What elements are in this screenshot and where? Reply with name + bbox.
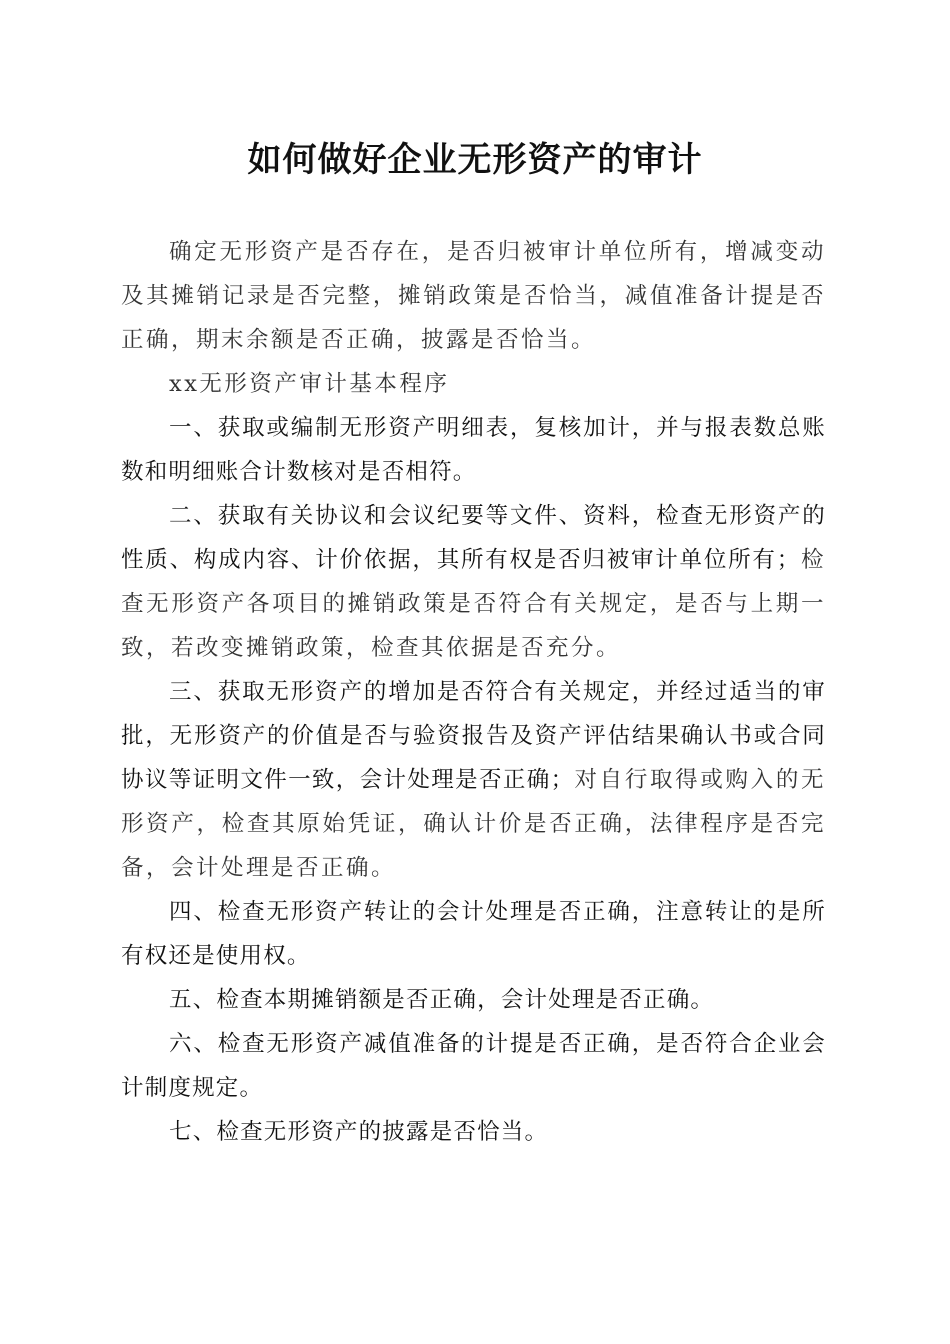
step-6-text: 六、检查无形资产减值准备的计提是否正确，是否符合企业会计制度规定。 bbox=[121, 1031, 826, 1101]
intro-paragraph: 确定无形资产是否存在，是否归被审计单位所有，增减变动及其摊销记录是否完整，摊销政策是否恰当，减值准备计提是否正确，期末余额是否正确，披露是否恰当。 bbox=[121, 239, 826, 353]
step-5-text: 五、检查本期摊销额是否正确，会计处理是否正确。 bbox=[169, 987, 715, 1013]
step-7-text: 七、检查无形资产的披露是否恰当。 bbox=[169, 1119, 549, 1145]
step-4-paragraph bbox=[121, 890, 826, 978]
step-3-paragraph bbox=[121, 670, 826, 890]
step-3-continuation: 对自行取得或购入的无形资产，检查其原始凭证，确认计价是否正确，法律程序是否完备，会计处理是否正确。 bbox=[121, 767, 826, 881]
step-2-text: 二、获取有关协议和会议纪要等文件、资料，检查无形资产的性质、构成内容、计价依据，其所有权是否归被审计单位所有； bbox=[121, 503, 826, 573]
document-body bbox=[121, 230, 826, 1154]
step-2-continuation: 检查无形资产各项目的摊销政策是否符合有关规定，是否与上期一致，若改变摊销政策，检查其依据是否充分。 bbox=[121, 547, 826, 661]
procedure-subheading: xx无形资产审计基本程序 bbox=[169, 371, 450, 397]
step-3-text: 三、获取无形资产的增加是否符合有关规定，并经过适当的审批，无形资产的价值是否与验资报告及资产评估结果确认书或合同协议等证明文件一致，会计处理是否正确； bbox=[121, 679, 826, 793]
step-1-paragraph bbox=[121, 406, 826, 494]
step-4-text: 四、检查无形资产转让的会计处理是否正确，注意转让的是所有权还是使用权。 bbox=[121, 899, 826, 969]
document-title: 如何做好企业无形资产的审计 bbox=[247, 140, 703, 180]
step-1-text: 一、获取或编制无形资产明细表，复核加计，并与报表数总账数和明细账合计数核对是否相符。 bbox=[121, 415, 826, 485]
step-7-paragraph bbox=[121, 1110, 826, 1154]
step-6-paragraph bbox=[121, 1022, 826, 1110]
step-2-paragraph bbox=[121, 494, 826, 670]
step-5-paragraph bbox=[121, 978, 826, 1022]
